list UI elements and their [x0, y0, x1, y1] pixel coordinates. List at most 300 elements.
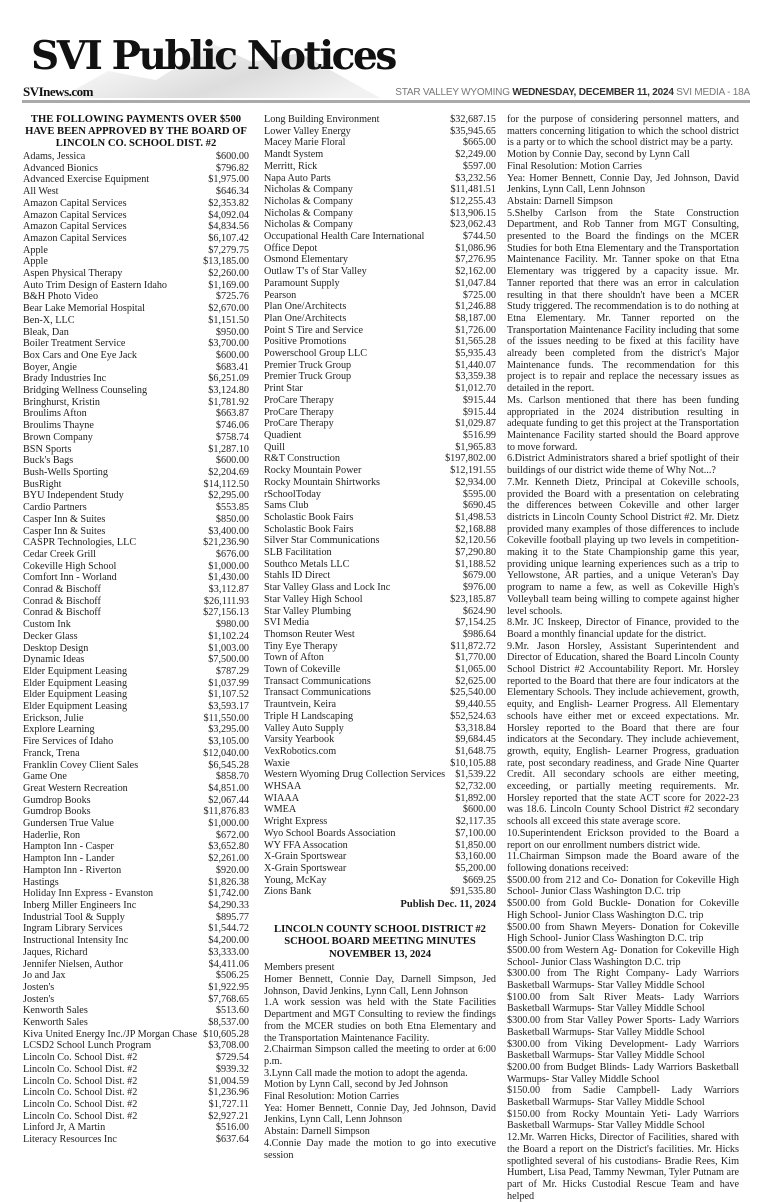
payee-name: Dynamic Ideas	[23, 654, 85, 666]
payee-name: Advanced Exercise Equipment	[23, 174, 150, 186]
payment-amount: $1,539.22	[455, 769, 496, 781]
payment-row	[264, 196, 496, 208]
payment-amount: $787.29	[215, 665, 249, 677]
payment-amount: $637.64	[215, 1134, 249, 1146]
payee-name: Lower Valley Energy	[264, 125, 351, 137]
payment-row	[264, 535, 496, 547]
payment-row	[264, 781, 496, 793]
payment-amount: $3,318.84	[455, 722, 496, 734]
payee-name: Amazon Capital Services	[23, 209, 127, 221]
payee-name: Nicholas & Company	[264, 207, 353, 219]
payee-name: Elder Equipment Leasing	[23, 689, 128, 701]
payee-name: Apple	[23, 244, 48, 256]
payment-amount: $2,261.00	[208, 853, 249, 865]
payment-amount: $21,236.90	[203, 537, 249, 549]
payee-name: Lincoln Co. School Dist. #2	[23, 1098, 138, 1110]
payment-row	[264, 687, 496, 699]
payee-name: CASPR Technologies, LLC	[23, 537, 137, 549]
payment-row	[264, 886, 496, 898]
payment-row	[264, 816, 496, 828]
payee-name: Tiny Eye Therapy	[264, 640, 338, 652]
payment-row	[23, 1111, 249, 1123]
payment-row	[23, 327, 249, 339]
payment-amount: $1,498.53	[455, 511, 496, 523]
payee-name: Franck, Trena	[23, 747, 80, 759]
payment-amount: $920.00	[215, 864, 249, 876]
payment-amount: $10,105.88	[450, 757, 496, 769]
payee-name: Silver Star Communications	[264, 535, 380, 547]
payment-row	[264, 161, 496, 173]
payment-row	[23, 923, 249, 935]
payment-row	[23, 1017, 249, 1029]
payment-row	[23, 959, 249, 971]
payment-row	[23, 783, 249, 795]
payment-row	[23, 502, 249, 514]
payment-amount: $1,107.52	[208, 689, 249, 701]
payee-name: Cardio Partners	[23, 502, 87, 514]
payment-row	[23, 303, 249, 315]
payment-row	[23, 994, 249, 1006]
payee-name: Literacy Resources Inc	[23, 1134, 117, 1146]
payment-amount: $1,151.50	[208, 314, 249, 326]
payment-row	[264, 559, 496, 571]
column-1	[23, 114, 249, 1146]
payee-name: SLB Facilitation	[264, 547, 332, 559]
minutes-paragraph: $200.00 from Budget Blinds- Lady Warriors Basketball Warmups- Star Valley Middle School	[507, 1061, 739, 1085]
payment-amount: $976.00	[462, 582, 496, 594]
payee-name: VexRobotics.com	[264, 745, 337, 757]
payee-name: Positive Promotions	[264, 336, 347, 348]
payment-amount: $7,290.80	[455, 547, 496, 559]
payment-row	[23, 315, 249, 327]
payment-amount: $1,102.24	[208, 630, 249, 642]
payment-amount: $4,851.00	[208, 782, 249, 794]
payment-amount: $744.50	[462, 231, 496, 243]
payment-amount: $2,204.69	[208, 466, 249, 478]
payment-row	[23, 268, 249, 280]
payee-name: Elder Equipment Leasing	[23, 677, 128, 689]
payee-name: Powerschool Group LLC	[264, 348, 367, 360]
payee-name: Wright Express	[264, 816, 328, 828]
payee-name: ProCare Therapy	[264, 394, 334, 406]
payment-row	[264, 723, 496, 735]
payee-name: Decker Glass	[23, 630, 78, 642]
payee-name: ProCare Therapy	[264, 418, 334, 430]
payment-row	[264, 746, 496, 758]
payee-name: rSchoolToday	[264, 488, 322, 500]
payee-name: Young, McKay	[264, 874, 327, 886]
payment-amount: $9,684.45	[455, 734, 496, 746]
payee-name: Great Western Recreation	[23, 782, 128, 794]
payment-amount: $1,726.00	[455, 324, 496, 336]
payment-amount: $915.44	[462, 406, 496, 418]
payment-amount: $2,625.00	[455, 675, 496, 687]
site-link[interactable]: SVInews.com	[23, 84, 93, 99]
payment-row	[23, 455, 249, 467]
payment-amount: $3,593.17	[208, 701, 249, 713]
payee-name: Conrad & Bischoff	[23, 607, 101, 619]
payment-amount: $1,000.00	[208, 818, 249, 830]
payment-amount: $600.00	[215, 349, 249, 361]
payment-row	[23, 935, 249, 947]
payee-name: Explore Learning	[23, 724, 95, 736]
payee-name: Holiday Inn Express - Evanston	[23, 888, 154, 900]
payment-amount: $12,040.00	[203, 747, 249, 759]
payment-amount: $6,251.09	[208, 373, 249, 385]
payee-name: Bleak, Dan	[23, 326, 69, 338]
payment-amount: $553.85	[215, 502, 249, 514]
payment-row	[23, 596, 249, 608]
minutes-paragraph: 9.Mr. Jason Horsley, Assistant Superintendent and Director of Education, shared the Board Lincoln County School District #2 Accountability Report. Mr. Horsley reported to the Board that there are four indicators at the Elementary Schools. They include achievement, growth, equity, and English- Learner Progress. All Elementary schools have either met or exceed expectations. Mr. Horsley reported to the Board that there are four indicators at the Secondary. They include achievement, growth, equity, English- Learner Progress, graduation rate, post secondary readiness, and Grade Nine Quarter Credit. All secondary schools are either meeting, exceeding, or partially meeting requirements. Mr. Horsley reported that the state ACT score for 2022-23 was 18.6. Lincoln County School District #2 secondary schools all exceed this state average score.	[507, 640, 739, 828]
payee-name: Point S Tire and Service	[264, 324, 364, 336]
payment-row	[23, 841, 249, 853]
payment-row	[23, 432, 249, 444]
payment-row	[264, 617, 496, 629]
payment-row	[23, 760, 249, 772]
payment-amount: $5,935.43	[455, 348, 496, 360]
payment-amount: $1,430.00	[208, 572, 249, 584]
payee-name: Auto Trim Design of Eastern Idaho	[23, 279, 168, 291]
payment-amount: $13,185.00	[203, 256, 249, 268]
payment-row	[23, 947, 249, 959]
payment-amount: $1,188.52	[455, 558, 496, 570]
payment-amount: $12,255.43	[450, 195, 496, 207]
payee-name: Pearson	[264, 289, 297, 301]
payee-name: Comfort Inn - Worland	[23, 572, 117, 584]
payment-amount: $600.00	[215, 151, 249, 162]
payment-row	[23, 221, 249, 233]
payee-name: Amazon Capital Services	[23, 221, 127, 233]
payment-amount: $513.60	[215, 1005, 249, 1017]
payment-amount: $2,732.00	[455, 781, 496, 793]
payment-amount: $1,012.70	[455, 383, 496, 395]
payee-name: X-Grain Sportswear	[264, 863, 347, 874]
payment-amount: $1,047.84	[455, 277, 496, 289]
payee-name: Gundersen True Value	[23, 818, 114, 830]
payment-row	[23, 654, 249, 666]
payee-name: BusRight	[23, 478, 62, 490]
payment-row	[264, 769, 496, 781]
payment-row	[264, 407, 496, 419]
payee-name: Custom Ink	[23, 619, 71, 631]
payee-name: Conrad & Bischoff	[23, 595, 101, 607]
payment-row	[264, 500, 496, 512]
payment-amount: $939.32	[215, 1063, 249, 1075]
payment-row	[23, 479, 249, 491]
payment-amount: $950.00	[215, 326, 249, 338]
payee-name: Scholastic Book Fairs	[264, 523, 354, 535]
payment-amount: $7,100.00	[455, 827, 496, 839]
payment-amount: $9,440.55	[455, 699, 496, 711]
payment-amount: $1,287.10	[208, 443, 249, 455]
payment-row	[23, 1076, 249, 1088]
payee-name: Quadient	[264, 429, 302, 441]
minutes-paragraph: $500.00 from Gold Buckle- Donation for Cokeville High School- Junior Class Washington D.C. trip	[507, 898, 739, 921]
payment-row	[23, 900, 249, 912]
payment-amount: $25,540.00	[450, 687, 496, 699]
payment-row	[23, 444, 249, 456]
payee-name: Waxie	[264, 757, 290, 769]
payee-name: Premier Truck Group	[264, 359, 352, 371]
payment-row	[23, 748, 249, 760]
payee-name: Brown Company	[23, 431, 93, 443]
payment-amount: $3,295.00	[208, 724, 249, 736]
page-header	[0, 0, 768, 100]
payee-name: Game One	[23, 771, 67, 783]
payment-amount: $12,191.55	[450, 465, 496, 477]
payment-amount: $1,975.00	[208, 174, 249, 186]
payment-row	[23, 514, 249, 526]
payment-amount: $600.00	[462, 804, 496, 816]
payment-row	[23, 291, 249, 303]
payment-row	[264, 793, 496, 805]
payment-row	[23, 806, 249, 818]
payee-name: Amazon Capital Services	[23, 197, 127, 209]
payment-amount: $516.00	[215, 1122, 249, 1134]
payment-row	[23, 467, 249, 479]
payment-amount: $1,826.38	[208, 876, 249, 888]
payment-row	[264, 699, 496, 711]
payment-row	[23, 678, 249, 690]
payment-amount: $6,545.28	[208, 759, 249, 771]
payee-name: Amazon Capital Services	[23, 232, 127, 244]
payment-amount: $986.64	[462, 628, 496, 640]
minutes-paragraph: Ms. Carlson mentioned that there has been funding appropriated in the 2024 distribution resulting in adequate funding to get this project at the Transportation Maintenance Facility started should the Board approve to move forward.	[507, 394, 739, 453]
payment-row	[23, 701, 249, 713]
payment-row	[264, 325, 496, 337]
payment-amount: $2,260.00	[208, 268, 249, 280]
payment-row	[23, 771, 249, 783]
payee-name: Broulims Afton	[23, 408, 87, 420]
payment-amount: $1,922.95	[208, 981, 249, 993]
payee-name: Print Star	[264, 383, 303, 395]
payment-amount: $3,112.87	[208, 584, 249, 596]
minutes-paragraph: 6.District Administrators shared a brief spotlight of their buildings of our district wide theme of Why Not...?	[507, 453, 739, 477]
payment-amount: $2,353.82	[208, 197, 249, 209]
payee-name: Haderlie, Ron	[23, 829, 81, 841]
payment-row	[23, 912, 249, 924]
payee-name: Cokeville High School	[23, 560, 117, 572]
minutes-heading	[264, 924, 496, 962]
payment-amount: $26,111.93	[203, 595, 249, 607]
payment-amount: $676.00	[215, 548, 249, 560]
payment-amount: $669.25	[462, 874, 496, 886]
payee-name: Long Building Environment	[264, 114, 380, 125]
payments-list-1	[23, 151, 249, 1146]
payment-row	[264, 804, 496, 816]
minutes-heading-line: LINCOLN COUNTY SCHOOL DISTRICT #2	[274, 923, 486, 935]
payee-name: Jennifer Nielsen, Author	[23, 958, 123, 970]
payment-row	[264, 734, 496, 746]
payment-amount: $7,279.75	[208, 244, 249, 256]
payment-amount: $3,400.00	[208, 525, 249, 537]
payee-name: Valley Auto Supply	[264, 722, 344, 734]
payee-name: Town of Afton	[264, 652, 324, 664]
payments-heading: THE FOLLOWING PAYMENTS OVER $500 HAVE BEEN APPROVED BY THE BOARD OF LINCOLN CO. SCHOOL DIST. #2	[25, 114, 247, 149]
payment-amount: $2,120.56	[455, 535, 496, 547]
payee-name: Ingram Library Services	[23, 923, 123, 935]
payment-row	[23, 970, 249, 982]
payee-name: Josten's	[23, 981, 55, 993]
masthead-title: SVI Public Notices	[31, 33, 395, 79]
payee-name: Conrad & Bischoff	[23, 584, 101, 596]
payee-name: Bringhurst, Kristin	[23, 396, 100, 408]
payment-row	[264, 453, 496, 465]
payment-amount: $11,550.00	[203, 712, 249, 724]
payment-row	[23, 373, 249, 385]
payment-row	[264, 313, 496, 325]
payment-amount: $2,162.00	[455, 266, 496, 278]
payment-amount: $2,927.21	[208, 1110, 249, 1122]
payment-row	[23, 1087, 249, 1099]
payment-row	[264, 184, 496, 196]
payment-row	[264, 442, 496, 454]
payment-row	[264, 348, 496, 360]
payment-amount: $52,524.63	[450, 710, 496, 722]
minutes-paragraph: $300.00 from The Right Company- Lady Warriors Basketball Warmups- Star Valley Middle School	[507, 968, 739, 992]
payment-row	[23, 561, 249, 573]
payment-row	[264, 126, 496, 138]
payee-name: Broulims Thayne	[23, 420, 94, 432]
payment-row	[23, 350, 249, 362]
payment-amount: $1,742.00	[208, 888, 249, 900]
payment-row	[23, 186, 249, 198]
payment-amount: $665.00	[462, 137, 496, 149]
payment-row	[23, 151, 249, 163]
payment-amount: $3,124.80	[208, 385, 249, 397]
payment-row	[264, 371, 496, 383]
payment-row	[23, 549, 249, 561]
payment-row	[264, 582, 496, 594]
payment-row	[23, 724, 249, 736]
payment-row	[23, 408, 249, 420]
payee-name: Ben-X, LLC	[23, 314, 75, 326]
payee-name: Lincoln Co. School Dist. #2	[23, 1087, 138, 1099]
payee-name: Adams, Jessica	[23, 151, 86, 162]
payee-name: Varsity Yearbook	[264, 734, 335, 746]
minutes-paragraph: 12.Mr. Warren Hicks, Director of Facilities, shared with the Board a report on the District's facilities. Mr. Hicks spotlighted several of his custodians- Bradie Rees, Kim Humbert, Lisa Pead, Tammy Newman, Tyler Putnam are part of Mr. Hicks Custodial Rescue Team and have helped	[507, 1132, 739, 1202]
minutes-paragraph: 2.Chairman Simpson called the meeting to order at 6:00 p.m.	[264, 1044, 496, 1067]
payment-row	[23, 631, 249, 643]
payee-name: Southco Metals LLC	[264, 558, 350, 570]
payment-row	[23, 397, 249, 409]
payment-row	[23, 233, 249, 245]
payment-row	[23, 689, 249, 701]
payment-row	[23, 198, 249, 210]
payment-amount: $23,185.87	[450, 593, 496, 605]
payment-amount: $624.90	[462, 605, 496, 617]
payment-row	[264, 430, 496, 442]
payment-row	[23, 666, 249, 678]
payee-name: Gumdrop Books	[23, 794, 91, 806]
payee-name: Gumdrop Books	[23, 806, 91, 818]
minutes-paragraph: $150.00 from Rocky Mountain Yeti- Lady Warriors Basketball Warmups- Star Valley Middle School	[507, 1108, 739, 1132]
minutes-paragraph: Abstain: Darnell Simpson	[507, 195, 613, 207]
payment-amount: $646.34	[215, 186, 249, 198]
payee-name: Nicholas & Company	[264, 219, 353, 231]
payee-name: Bridging Wellness Counseling	[23, 385, 148, 397]
payee-name: Triple H Landscaping	[264, 710, 354, 722]
payment-amount: $11,876.83	[203, 806, 249, 818]
payee-name: Hampton Inn - Lander	[23, 853, 115, 865]
payment-amount: $4,092.04	[208, 209, 249, 221]
payment-row	[23, 1064, 249, 1076]
payment-row	[264, 828, 496, 840]
payee-name: All West	[23, 186, 59, 198]
payment-amount: $600.00	[215, 455, 249, 467]
payment-amount: $1,065.00	[455, 664, 496, 676]
payment-row	[23, 1040, 249, 1052]
payment-amount: $729.54	[215, 1052, 249, 1064]
payment-amount: $1,236.96	[208, 1087, 249, 1099]
payment-row	[264, 652, 496, 664]
payee-name: Napa Auto Parts	[264, 172, 331, 184]
payments-list-2	[264, 114, 496, 898]
payment-amount: $23,062.43	[450, 219, 496, 231]
payment-amount: $980.00	[215, 619, 249, 631]
payment-amount: $35,945.65	[450, 125, 496, 137]
payment-amount: $3,160.00	[455, 851, 496, 863]
payment-row	[23, 818, 249, 830]
payee-name: Kenworth Sales	[23, 1005, 88, 1017]
payee-name: WIAAA	[264, 792, 300, 804]
payment-amount: $3,652.80	[208, 841, 249, 853]
payment-row	[23, 490, 249, 502]
payment-row	[23, 1029, 249, 1041]
payment-row	[23, 982, 249, 994]
payment-row	[264, 594, 496, 606]
payee-name: Scholastic Book Fairs	[264, 511, 354, 523]
payee-name: Jaques, Richard	[23, 946, 88, 958]
payee-name: Desktop Design	[23, 642, 89, 654]
payment-row	[23, 1005, 249, 1017]
payee-name: Plan One/Architects	[264, 312, 347, 324]
payee-name: Stahls ID Direct	[264, 570, 331, 582]
payment-row	[264, 149, 496, 161]
payment-row	[264, 512, 496, 524]
dateline-date: WEDNESDAY, DECEMBER 11, 2024	[512, 87, 674, 98]
payment-row	[23, 830, 249, 842]
minutes-paragraph: $500.00 from Western Ag- Donation for Cokeville High School- Junior Class Washington D.C. trip	[507, 944, 739, 968]
payee-name: Bush-Wells Sporting	[23, 466, 108, 478]
payment-row	[23, 1134, 249, 1146]
payee-name: Aspen Physical Therapy	[23, 268, 123, 280]
payment-row	[264, 301, 496, 313]
payment-row	[23, 385, 249, 397]
payee-name: Hastings	[23, 876, 59, 888]
payee-name: Star Valley High School	[264, 593, 363, 605]
payee-name: Zions Bank	[264, 886, 312, 898]
payment-amount: $850.00	[215, 513, 249, 525]
payment-row	[23, 853, 249, 865]
payment-amount: $796.82	[215, 162, 249, 174]
payment-amount: $1,850.00	[455, 839, 496, 851]
payment-amount: $690.45	[462, 500, 496, 512]
payee-name: Inberg Miller Engineers Inc	[23, 900, 137, 911]
minutes-paragraph: 10.Superintendent Erickson provided to the Board a report on our enrollment numbers district wide.	[507, 827, 739, 851]
payee-name: Transact Communications	[264, 675, 371, 687]
payee-name: Lincoln Co. School Dist. #2	[23, 1075, 138, 1087]
payee-name: Star Valley Plumbing	[264, 605, 351, 617]
payment-amount: $1,086.96	[455, 242, 496, 254]
payee-name: Trauntvein, Keira	[264, 699, 337, 711]
payee-name: BYU Independent Study	[23, 490, 124, 502]
payment-amount: $7,154.25	[455, 617, 496, 629]
payee-name: R&T Construction	[264, 453, 340, 465]
payment-amount: $1,169.00	[208, 279, 249, 291]
payee-name: Elder Equipment Leasing	[23, 701, 128, 713]
payment-amount: $858.70	[215, 771, 249, 783]
